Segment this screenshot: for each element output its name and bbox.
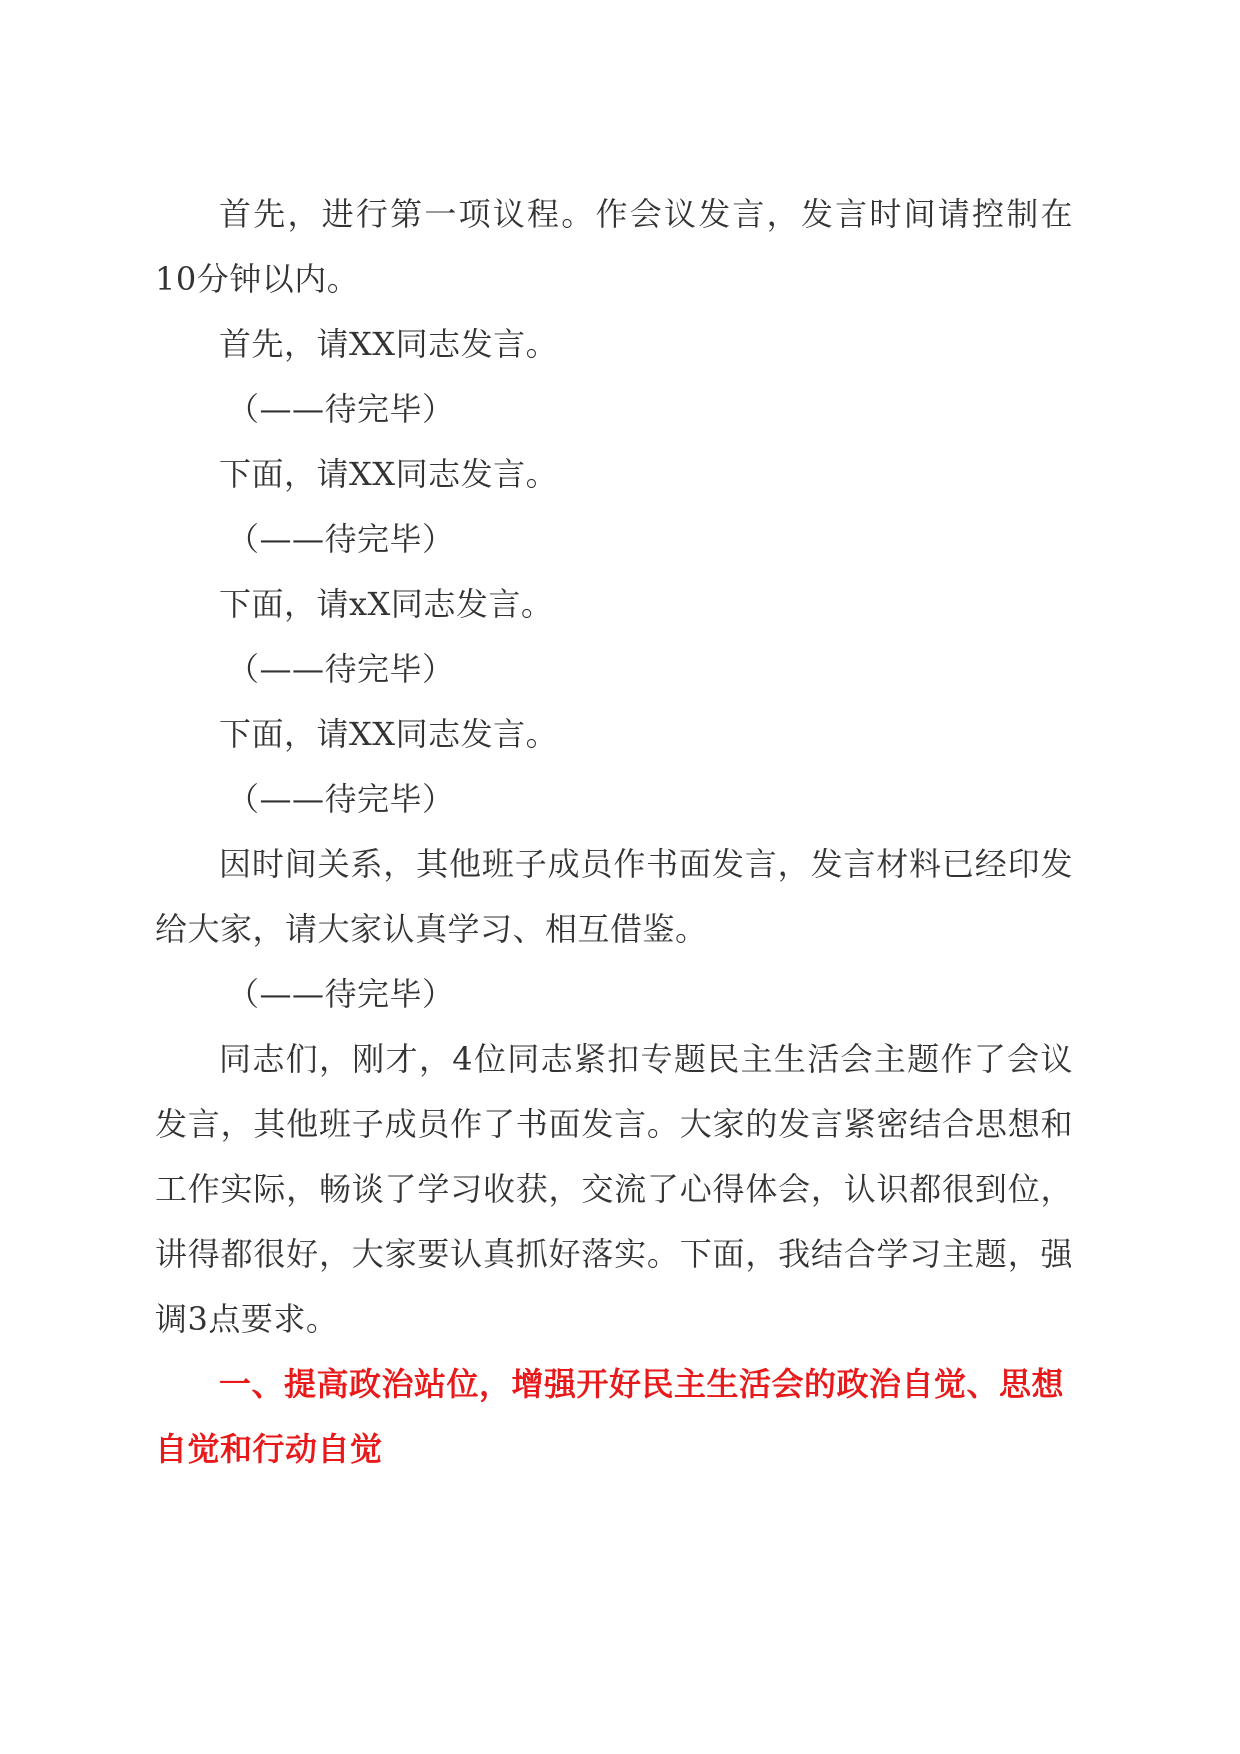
note-wait-2: （——待完毕） [227, 520, 455, 558]
note-wait-3: （——待完毕） [227, 650, 455, 688]
paragraph-summary: 同志们，刚才，4位同志紧扣专题民主生活会主题作了会议发言，其他班子成员作了书面发言。大家的发言紧密结合思想和工作实际，畅谈了学习收获，交流了心得体会，认识都很到位，讲得都很好，大家要认真抓好落实。下面，我结合学习主题，强调3点要求。 [155, 1040, 1073, 1338]
note-wait-4: （——待完毕） [227, 780, 455, 818]
paragraph-first-speaker: 首先，请XX同志发言。 [219, 325, 559, 363]
paragraph-written-speeches: 因时间关系，其他班子成员作书面发言，发言材料已经印发给大家，请大家认真学习、相互借鉴。 [155, 845, 1073, 948]
paragraph-agenda: 首先，进行第一项议程。作会议发言，发言时间请控制在10分钟以内。 [155, 195, 1073, 298]
paragraph-next-speaker-2: 下面，请xX同志发言。 [219, 585, 554, 623]
section-heading: 一、提高政治站位，增强开好民主生活会的政治自觉、思想自觉和行动自觉 [155, 1365, 1065, 1468]
paragraph-next-speaker-1: 下面，请XX同志发言。 [219, 455, 559, 493]
document-page [155, 182, 1073, 1482]
note-wait-5: （——待完毕） [227, 975, 455, 1013]
paragraph-next-speaker-3: 下面，请XX同志发言。 [219, 715, 559, 753]
note-wait-1: （——待完毕） [227, 390, 455, 428]
